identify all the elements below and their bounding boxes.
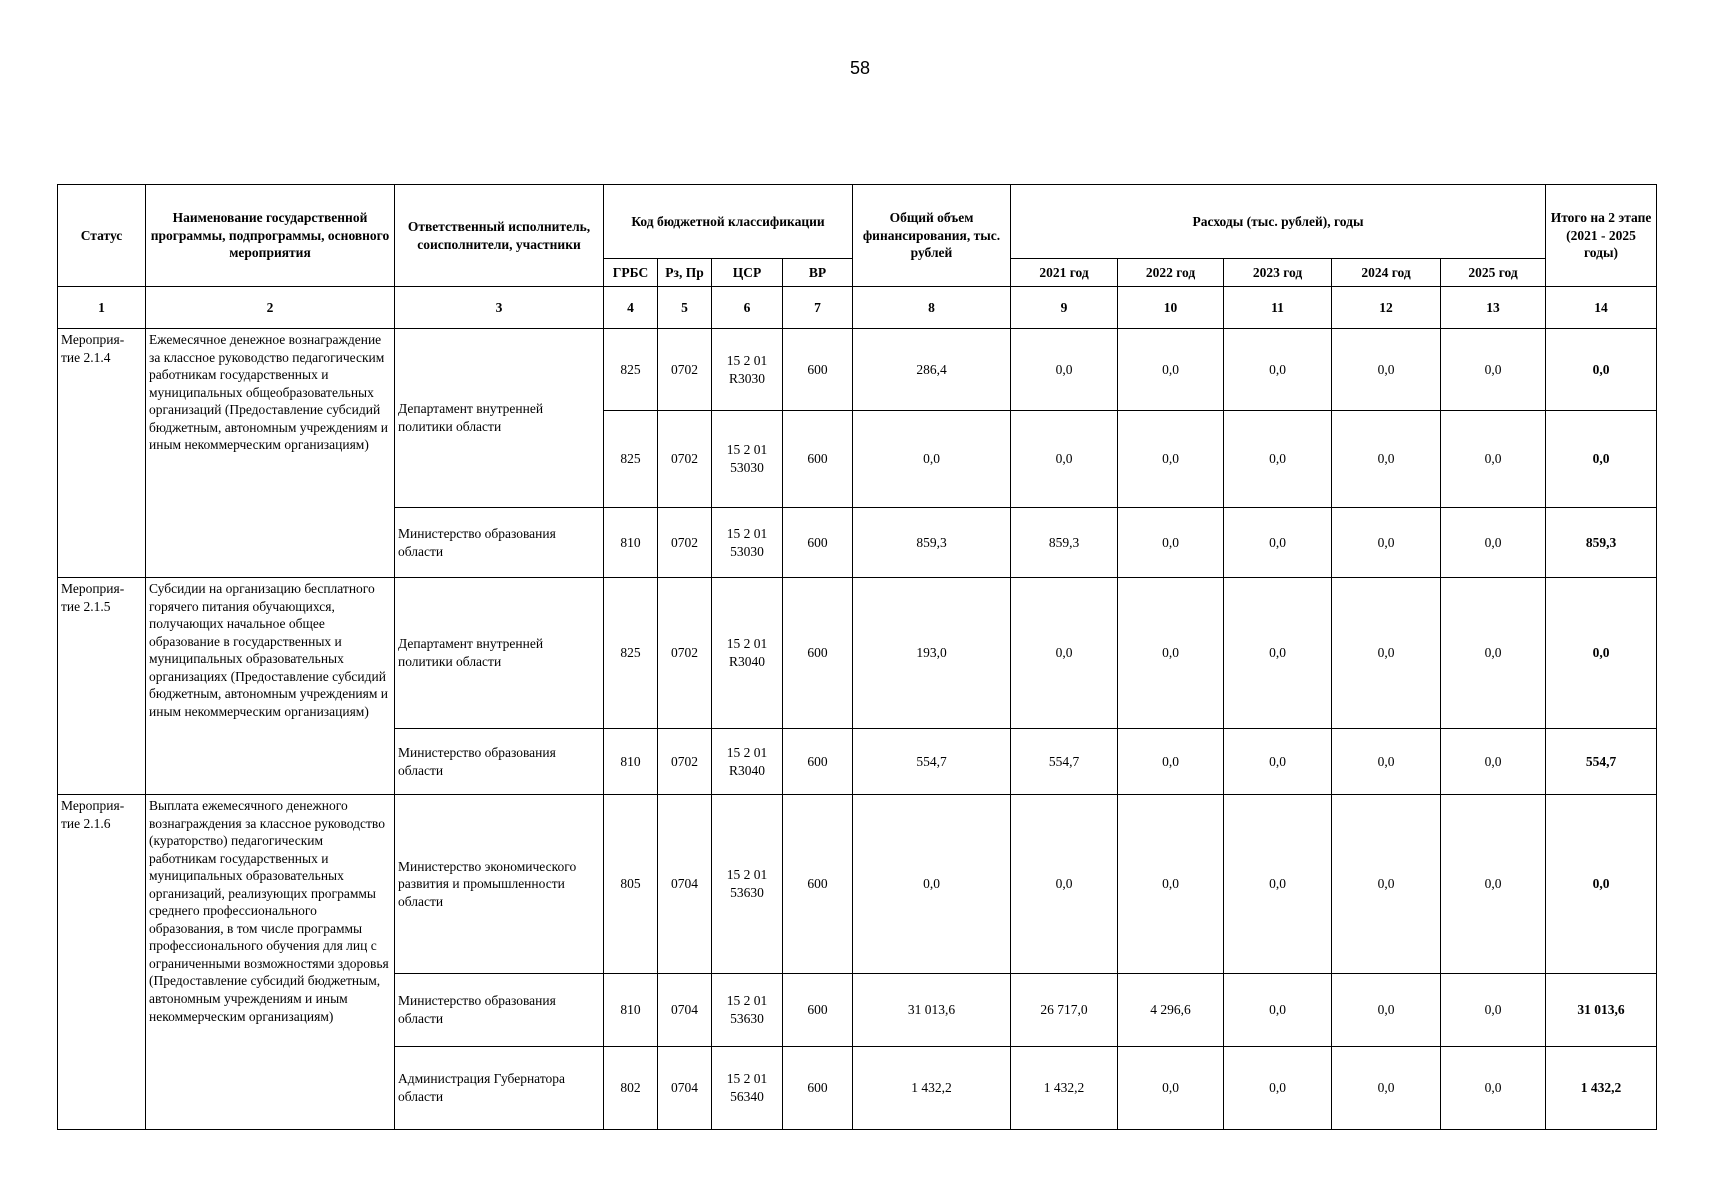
column-number: 13 (1441, 287, 1546, 329)
grbs-cell: 825 (604, 578, 658, 729)
grbs-cell: 810 (604, 729, 658, 795)
rz-pr-cell: 0702 (658, 508, 712, 578)
year-2025-cell: 0,0 (1441, 578, 1546, 729)
total-volume-cell: 286,4 (853, 329, 1011, 411)
header-2024: 2024 год (1332, 259, 1441, 287)
header-2021: 2021 год (1011, 259, 1118, 287)
vr-cell: 600 (783, 508, 853, 578)
year-2025-cell: 0,0 (1441, 508, 1546, 578)
vr-cell: 600 (783, 795, 853, 974)
header-grbs: ГРБС (604, 259, 658, 287)
csr-cell: 15 2 01 53030 (712, 508, 783, 578)
rz-pr-cell: 0704 (658, 974, 712, 1047)
executor-cell: Департамент внутренней политики области (395, 578, 604, 729)
budget-table (57, 184, 1657, 1130)
table-row (58, 795, 1657, 974)
year-2023-cell: 0,0 (1224, 329, 1332, 411)
csr-cell: 15 2 01 R3040 (712, 729, 783, 795)
csr-cell: 15 2 01 56340 (712, 1047, 783, 1130)
grbs-cell: 825 (604, 411, 658, 508)
page-number: 58 (849, 58, 871, 78)
table-row (58, 329, 1657, 411)
vr-cell: 600 (783, 974, 853, 1047)
column-number: 5 (658, 287, 712, 329)
executor-cell: Министерство экономического развития и промышленности области (395, 795, 604, 974)
year-2021-cell: 0,0 (1011, 411, 1118, 508)
header-expenses: Расходы (тыс. рублей), годы (1011, 185, 1546, 259)
rz-pr-cell: 0702 (658, 411, 712, 508)
year-2024-cell: 0,0 (1332, 508, 1441, 578)
year-2022-cell: 0,0 (1118, 578, 1224, 729)
rz-pr-cell: 0702 (658, 329, 712, 411)
stage-total-cell: 31 013,6 (1546, 974, 1657, 1047)
year-2023-cell: 0,0 (1224, 411, 1332, 508)
column-number: 3 (395, 287, 604, 329)
year-2024-cell: 0,0 (1332, 329, 1441, 411)
grbs-cell: 810 (604, 508, 658, 578)
measure-name-cell: Субсидии на организацию бесплатного горячего питания обучающихся, получающих начальное общее образование в государственных и муниципальных образовательных организациях (Предоставление субсидий бюджетным, автономным учреждениям и иным некоммерческим организациям) (146, 578, 395, 795)
year-2021-cell: 859,3 (1011, 508, 1118, 578)
stage-total-cell: 0,0 (1546, 329, 1657, 411)
grbs-cell: 805 (604, 795, 658, 974)
vr-cell: 600 (783, 578, 853, 729)
header-2023: 2023 год (1224, 259, 1332, 287)
measure-name-cell: Выплата ежемесячного денежного вознаграждения за классное руководство (кураторство) педагогическим работникам государственных и муниципальных образовательных организаций, реализующих программы среднего профессионального образования, в том числе программы профессионального обучения для лиц с ограниченными возможностями здоровья (Предоставление субсидий бюджетным, автономным учреждениям и иным некоммерческим организациям) (146, 795, 395, 1130)
header-2025: 2025 год (1441, 259, 1546, 287)
year-2025-cell: 0,0 (1441, 411, 1546, 508)
year-2023-cell: 0,0 (1224, 508, 1332, 578)
header-executor: Ответственный исполнитель, соисполнители, участники (395, 185, 604, 287)
stage-total-cell: 1 432,2 (1546, 1047, 1657, 1130)
rz-pr-cell: 0702 (658, 578, 712, 729)
column-number: 1 (58, 287, 146, 329)
year-2022-cell: 0,0 (1118, 795, 1224, 974)
year-2025-cell: 0,0 (1441, 1047, 1546, 1130)
header-rz-pr: Рз, Пр (658, 259, 712, 287)
column-number: 7 (783, 287, 853, 329)
column-number-row (58, 287, 1657, 329)
executor-cell: Министерство образования области (395, 508, 604, 578)
year-2024-cell: 0,0 (1332, 1047, 1441, 1130)
column-number: 11 (1224, 287, 1332, 329)
table-row (58, 578, 1657, 729)
total-volume-cell: 0,0 (853, 411, 1011, 508)
column-number: 6 (712, 287, 783, 329)
total-volume-cell: 1 432,2 (853, 1047, 1011, 1130)
total-volume-cell: 193,0 (853, 578, 1011, 729)
year-2022-cell: 0,0 (1118, 329, 1224, 411)
year-2025-cell: 0,0 (1441, 795, 1546, 974)
column-number: 12 (1332, 287, 1441, 329)
vr-cell: 600 (783, 411, 853, 508)
year-2024-cell: 0,0 (1332, 795, 1441, 974)
csr-cell: 15 2 01 R3030 (712, 329, 783, 411)
year-2021-cell: 26 717,0 (1011, 974, 1118, 1047)
year-2024-cell: 0,0 (1332, 729, 1441, 795)
header-vr: ВР (783, 259, 853, 287)
stage-total-cell: 0,0 (1546, 795, 1657, 974)
year-2024-cell: 0,0 (1332, 974, 1441, 1047)
header-total-volume: Общий объем финансирования, тыс. рублей (853, 185, 1011, 287)
year-2025-cell: 0,0 (1441, 729, 1546, 795)
grbs-cell: 825 (604, 329, 658, 411)
year-2025-cell: 0,0 (1441, 329, 1546, 411)
header-row-1 (58, 185, 1657, 259)
total-volume-cell: 0,0 (853, 795, 1011, 974)
year-2025-cell: 0,0 (1441, 974, 1546, 1047)
csr-cell: 15 2 01 R3040 (712, 578, 783, 729)
csr-cell: 15 2 01 53630 (712, 795, 783, 974)
status-cell: Мероприя-тие 2.1.4 (58, 329, 146, 578)
year-2022-cell: 0,0 (1118, 411, 1224, 508)
measure-name-cell: Ежемесячное денежное вознаграждение за классное руководство педагогическим работникам государственных и муниципальных общеобразовательных организаций (Предоставление субсидий бюджетным, автономным учреждениям и иным некоммерческим организациям) (146, 329, 395, 578)
header-stage-total: Итого на 2 этапе (2021 - 2025 годы) (1546, 185, 1657, 287)
year-2024-cell: 0,0 (1332, 578, 1441, 729)
grbs-cell: 802 (604, 1047, 658, 1130)
grbs-cell: 810 (604, 974, 658, 1047)
year-2022-cell: 4 296,6 (1118, 974, 1224, 1047)
stage-total-cell: 0,0 (1546, 578, 1657, 729)
year-2023-cell: 0,0 (1224, 974, 1332, 1047)
year-2021-cell: 0,0 (1011, 329, 1118, 411)
year-2024-cell: 0,0 (1332, 411, 1441, 508)
stage-total-cell: 554,7 (1546, 729, 1657, 795)
stage-total-cell: 0,0 (1546, 411, 1657, 508)
vr-cell: 600 (783, 1047, 853, 1130)
year-2023-cell: 0,0 (1224, 578, 1332, 729)
column-number: 10 (1118, 287, 1224, 329)
rz-pr-cell: 0704 (658, 1047, 712, 1130)
column-number: 4 (604, 287, 658, 329)
rz-pr-cell: 0702 (658, 729, 712, 795)
vr-cell: 600 (783, 329, 853, 411)
year-2021-cell: 0,0 (1011, 795, 1118, 974)
rz-pr-cell: 0704 (658, 795, 712, 974)
year-2022-cell: 0,0 (1118, 729, 1224, 795)
status-cell: Мероприя-тие 2.1.6 (58, 795, 146, 1130)
column-number: 14 (1546, 287, 1657, 329)
csr-cell: 15 2 01 53630 (712, 974, 783, 1047)
csr-cell: 15 2 01 53030 (712, 411, 783, 508)
total-volume-cell: 31 013,6 (853, 974, 1011, 1047)
header-csr: ЦСР (712, 259, 783, 287)
total-volume-cell: 554,7 (853, 729, 1011, 795)
column-number: 8 (853, 287, 1011, 329)
year-2021-cell: 1 432,2 (1011, 1047, 1118, 1130)
year-2023-cell: 0,0 (1224, 1047, 1332, 1130)
executor-cell: Департамент внутренней политики области (395, 329, 604, 508)
stage-total-cell: 859,3 (1546, 508, 1657, 578)
year-2023-cell: 0,0 (1224, 729, 1332, 795)
year-2023-cell: 0,0 (1224, 795, 1332, 974)
vr-cell: 600 (783, 729, 853, 795)
column-number: 2 (146, 287, 395, 329)
column-number: 9 (1011, 287, 1118, 329)
header-budget-code: Код бюджетной классификации (604, 185, 853, 259)
executor-cell: Министерство образования области (395, 974, 604, 1047)
status-cell: Мероприя-тие 2.1.5 (58, 578, 146, 795)
year-2022-cell: 0,0 (1118, 1047, 1224, 1130)
total-volume-cell: 859,3 (853, 508, 1011, 578)
executor-cell: Администрация Губернатора области (395, 1047, 604, 1130)
header-name: Наименование государственной программы, подпрограммы, основного мероприятия (146, 185, 395, 287)
header-2022: 2022 год (1118, 259, 1224, 287)
year-2021-cell: 0,0 (1011, 578, 1118, 729)
year-2021-cell: 554,7 (1011, 729, 1118, 795)
year-2022-cell: 0,0 (1118, 508, 1224, 578)
header-status: Статус (58, 185, 146, 287)
executor-cell: Министерство образования области (395, 729, 604, 795)
